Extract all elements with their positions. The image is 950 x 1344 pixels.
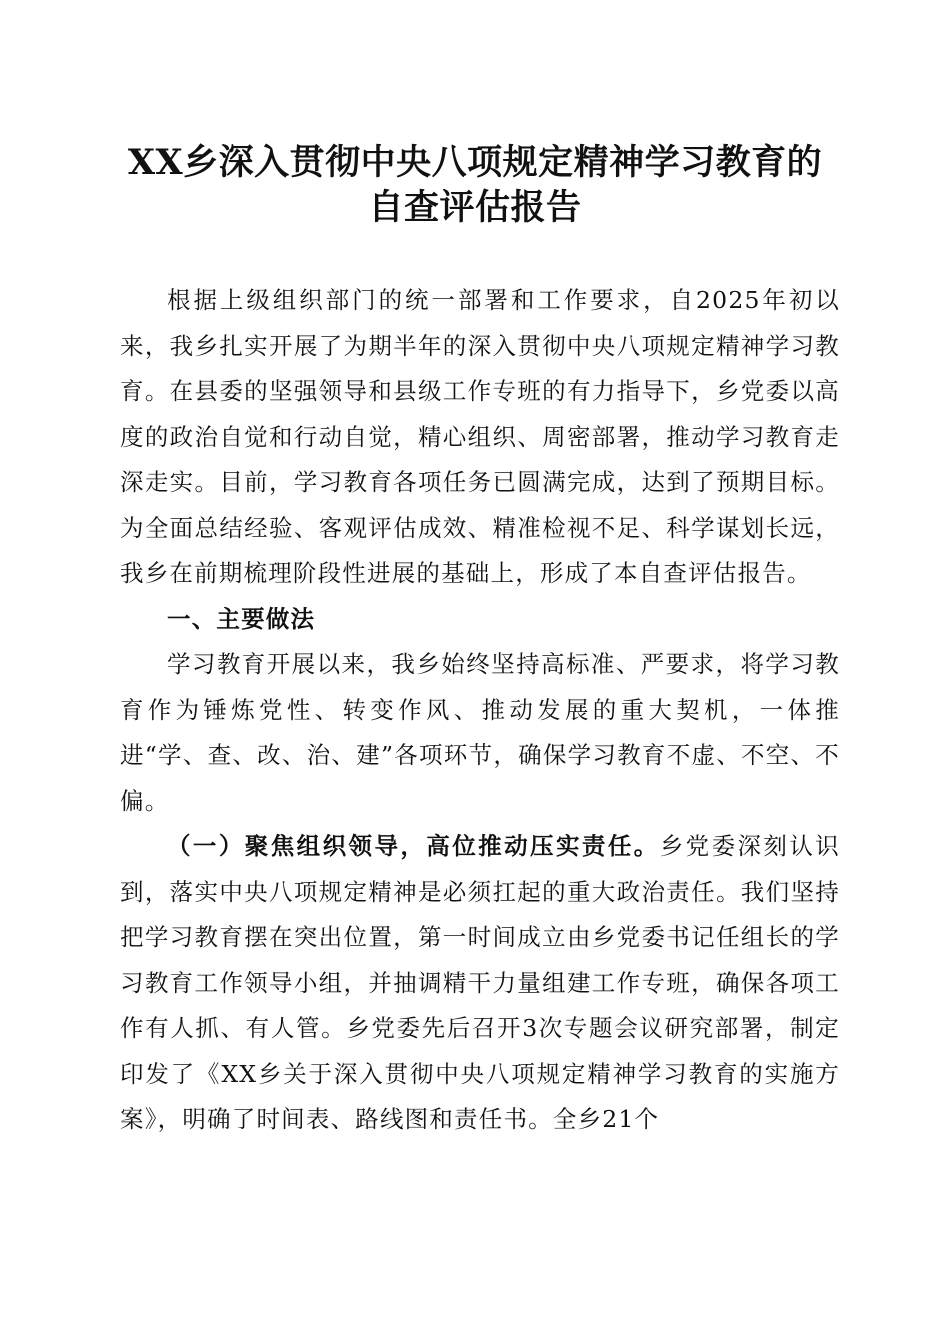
subsection-heading-organization: （一）聚焦组织领导，高位推动压实责任。	[167, 832, 660, 860]
section1-paragraph: 学习教育开展以来，我乡始终坚持高标准、严要求，将学习教育作为锤炼党性、转变作风、推动发展的重大契机，一体推进“学、查、改、治、建”各项环节，确保学习教育不虚、不空、不偏。	[120, 650, 840, 815]
document-title-line-1: XX乡深入贯彻中央八项规定精神学习教育的	[127, 142, 823, 183]
subsection1-text: 乡党委深刻认识到，落实中央八项规定精神是必须扛起的重大政治责任。我们坚持把学习教育摆在突出位置，第一时间成立由乡党委书记任组长的学习教育工作领导小组，并抽调精干力量组建工作专班，确保各项工作有人抓、有人管。乡党委先后召开3次专题会议研究部署，制定印发了《XX乡关于深入贯彻中央八项规定精神学习教育的实施方案》，明确了时间表、路线图和责任书。全乡21个	[120, 832, 840, 1133]
document-title-line-2: 自查评估报告	[368, 187, 582, 228]
intro-paragraph: 根据上级组织部门的统一部署和工作要求，自2025年初以来，我乡扎实开展了为期半年的深入贯彻中央八项规定精神学习教育。在县委的坚强领导和县级工作专班的有力指导下，乡党委以高度的政治自觉和行动自觉，精心组织、周密部署，推动学习教育走深走实。目前，学习教育各项任务已圆满完成，达到了预期目标。为全面总结经验、客观评估成效、精准检视不足、科学谋划长远，我乡在前期梳理阶段性进展的基础上，形成了本自查评估报告。	[120, 286, 840, 587]
document-body	[120, 278, 840, 1143]
subsection1-paragraph	[120, 824, 840, 1143]
section-heading-main-practices: 一、主要做法	[167, 604, 316, 633]
